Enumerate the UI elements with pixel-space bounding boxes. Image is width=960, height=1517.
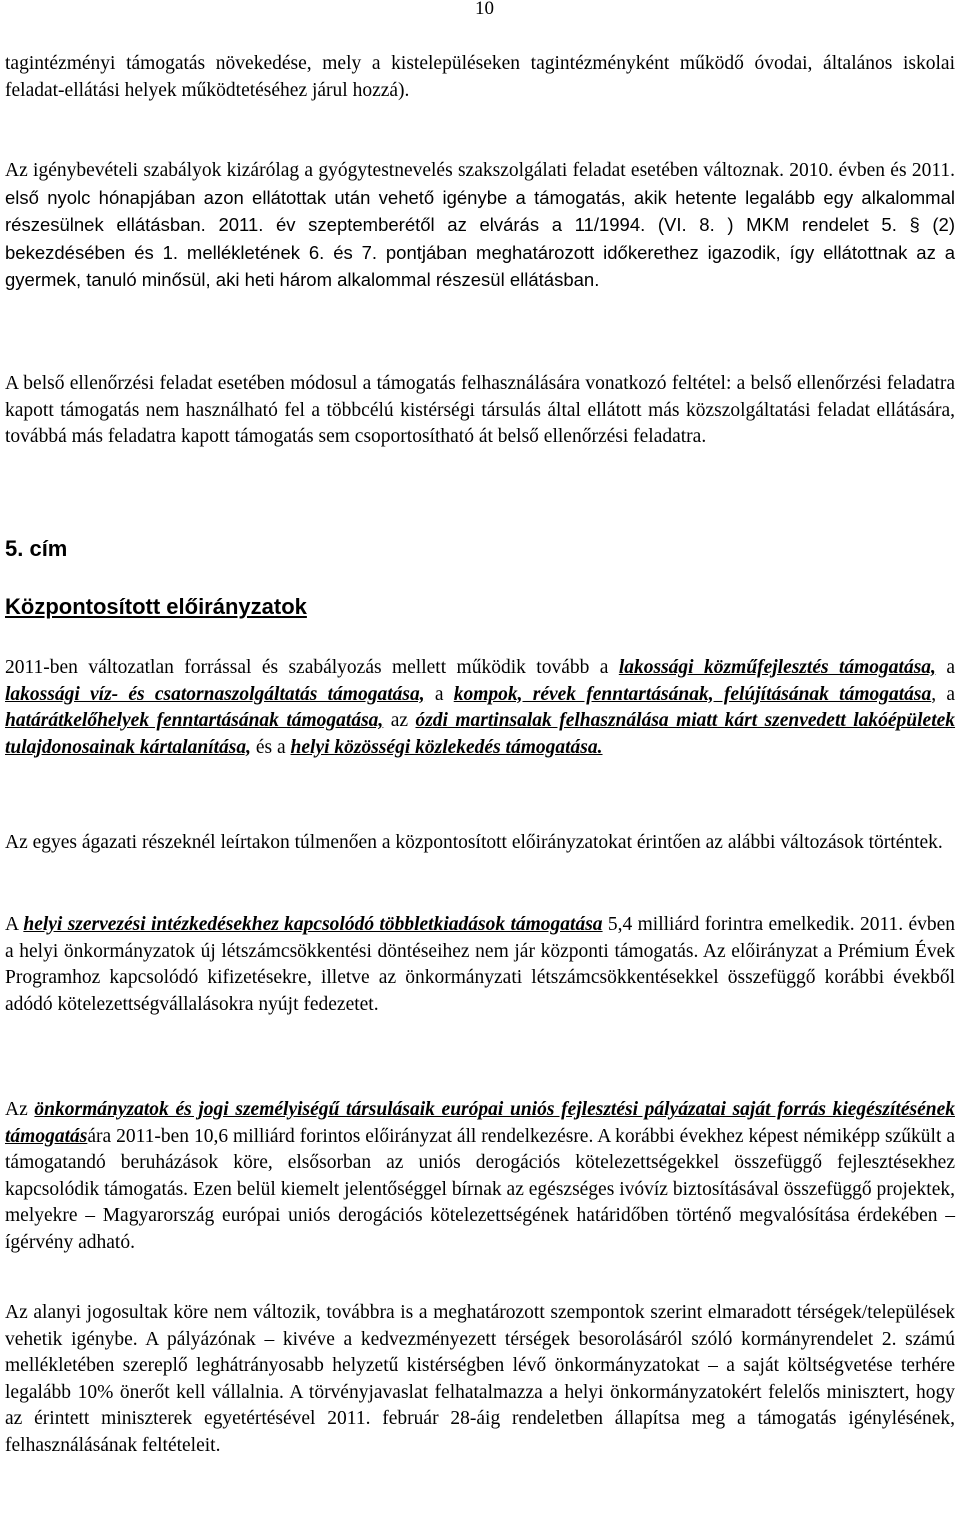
paragraph-gyogytestneveles [5, 157, 955, 295]
paragraph-agazati-reszek: Az egyes ágazati részeknél leírtakon túlmenően a központosított előirányzatokat érintően az alábbi változások történtek. [5, 832, 943, 853]
text-run: 2011-ben változatlan forrással és szabályozás mellett működik tovább a [5, 657, 619, 678]
emphasis-viz-csatorna: lakossági víz- és csatornaszolgáltatás támogatása, [5, 683, 425, 705]
text-run: ára 2011-ben 10,6 milliárd forintos előirányzat áll rendelkezésre. A korábbi évekhez képest némiképp szűkült a támogatandó beruházások köre, elsősorban az uniós derogációs kötelezettségekkel összefüggő fejlesztésekhez kapcsolódik támogatás. Ezen belül kiemelt jelentőséggel bírnak az egészséges ivóvíz biztosításával összefüggő projektek, melyekre – Magyarország európai uniós derogációs kötelezettségének határidőben történő megvalósítása érdekében – ígérvény adható. [5, 1125, 955, 1253]
paragraph-helyi-szervezesi [5, 912, 955, 1018]
paragraph-gyogytestneveles-sans: első nyolc hónapjában azon ellátottak után vehető igénybe a támogatás, akik hetente legalább egy alkalommal részesülnek ellátásban. 2011. év szeptemberétől az elvárás a 11/1994. (VI. 8. ) MKM rendelet 5. § (2) bekezdésében és 1. mellékletének 6. és 7. pontjában meghatározott időkerethez igazodik, így ellátottnak az a gyermek, tanuló minősül, aki heti három alkalommal részesül ellátásban. [5, 186, 955, 290]
paragraph-eu-onero [5, 1097, 955, 1256]
paragraph-kozpontositott-lista [5, 655, 955, 761]
emphasis-eu-palyazatok: önkormányzatok és jogi személyiségű társulásaik európai uniós fejlesztési pályázatai saját forrás kiegészítésének támogatás [5, 1099, 956, 1147]
text-run: Az [5, 1099, 35, 1120]
paragraph-alanyi-jogosultak: Az alanyi jogosultak köre nem változik, továbbra is a meghatározott szempontok szerint elmaradott térségek/települések vehetik igénybe. A pályázónak – kivéve a kedvezményezett térségek besorolásáról szóló kormányrendelet 2. számú mellékletében szereplő leghátrányosabb helyzetű kistérségben lévő önkormányzatokat – a saját költségvetése terhére legalább 10% önerőt kell vállalnia. A törvényjavaslat felhatalmazza a helyi önkormányzatokért felelős minisztert, hogy az érintett miniszterek egyetértésével 2011. február 28-áig rendeletben állapítsa meg a támogatás igénylésének, felhasználásának feltételeit. [5, 1302, 955, 1456]
section-number-heading: 5. cím [5, 536, 68, 561]
paragraph-belso-ellenorzes: A belső ellenőrzési feladat esetében módosul a támogatás felhasználására vonatkozó feltétel: a belső ellenőrzési feladatra kapott támogatás nem használható fel a többcélú kistérségi társulás által ellátott más közszolgáltatási feladat ellátására, továbbá más feladatra kapott támogatás sem csoportosítható át belső ellenőrzési feladatra. [5, 373, 955, 447]
emphasis-hatarelkelohelyek: határátkelőhelyek fenntartásának támogatása, [5, 710, 384, 731]
text-run: , a [931, 683, 956, 705]
text-run: az [383, 710, 416, 731]
text-run: a [935, 657, 955, 678]
page-number: 10 [475, 0, 494, 19]
emphasis-ozdi-martinsalak: ózdi martinsalak felhasználása miatt kárt szenvedett lakóépületek tulajdonosainak kártalanítása, [5, 710, 956, 758]
emphasis-kompok-revek: kompok, révek fenntartásának, felújításának támogatása [453, 683, 932, 705]
paragraph-intro: tagintézményi támogatás növekedése, mely a kistelepüléseken tagintézményként működő óvodai, általános iskolai feladat-ellátási helyek működtetéséhez járul hozzá). [5, 53, 955, 101]
text-run: A [5, 914, 24, 935]
text-run: a [424, 683, 454, 705]
paragraph-gyogytestneveles-serif: Az igénybevételi szabályok kizárólag a gyógytestnevelés szakszolgálati feladat esetében változnak. 2010. évben és 2011. [5, 160, 955, 181]
emphasis-helyi-szervezesi: helyi szervezési intézkedésekhez kapcsolódó többletkiadások támogatása [23, 914, 603, 935]
text-run: 5,4 milliárd forintra emelkedik. 2011. évben a helyi önkormányzatok új létszámcsökkentési döntéseihez nem jár központi támogatás. Az előirányzat a Prémium Évek Programhoz kapcsolódó kifizetésekre, illetve az önkormányzati létszámcsökkentésekkel összefüggő korábbi évekből adódó kötelezettségvállalásokra nyújt fedezetet. [5, 914, 955, 1015]
emphasis-lakossagi-kozmufejlesztes: lakossági közműfejlesztés támogatása, [618, 657, 936, 678]
section-title-heading: Központosított előirányzatok [5, 594, 307, 619]
emphasis-helyi-kozlekedes: helyi közösségi közlekedés támogatása. [290, 736, 603, 758]
text-run: és a [251, 736, 291, 758]
